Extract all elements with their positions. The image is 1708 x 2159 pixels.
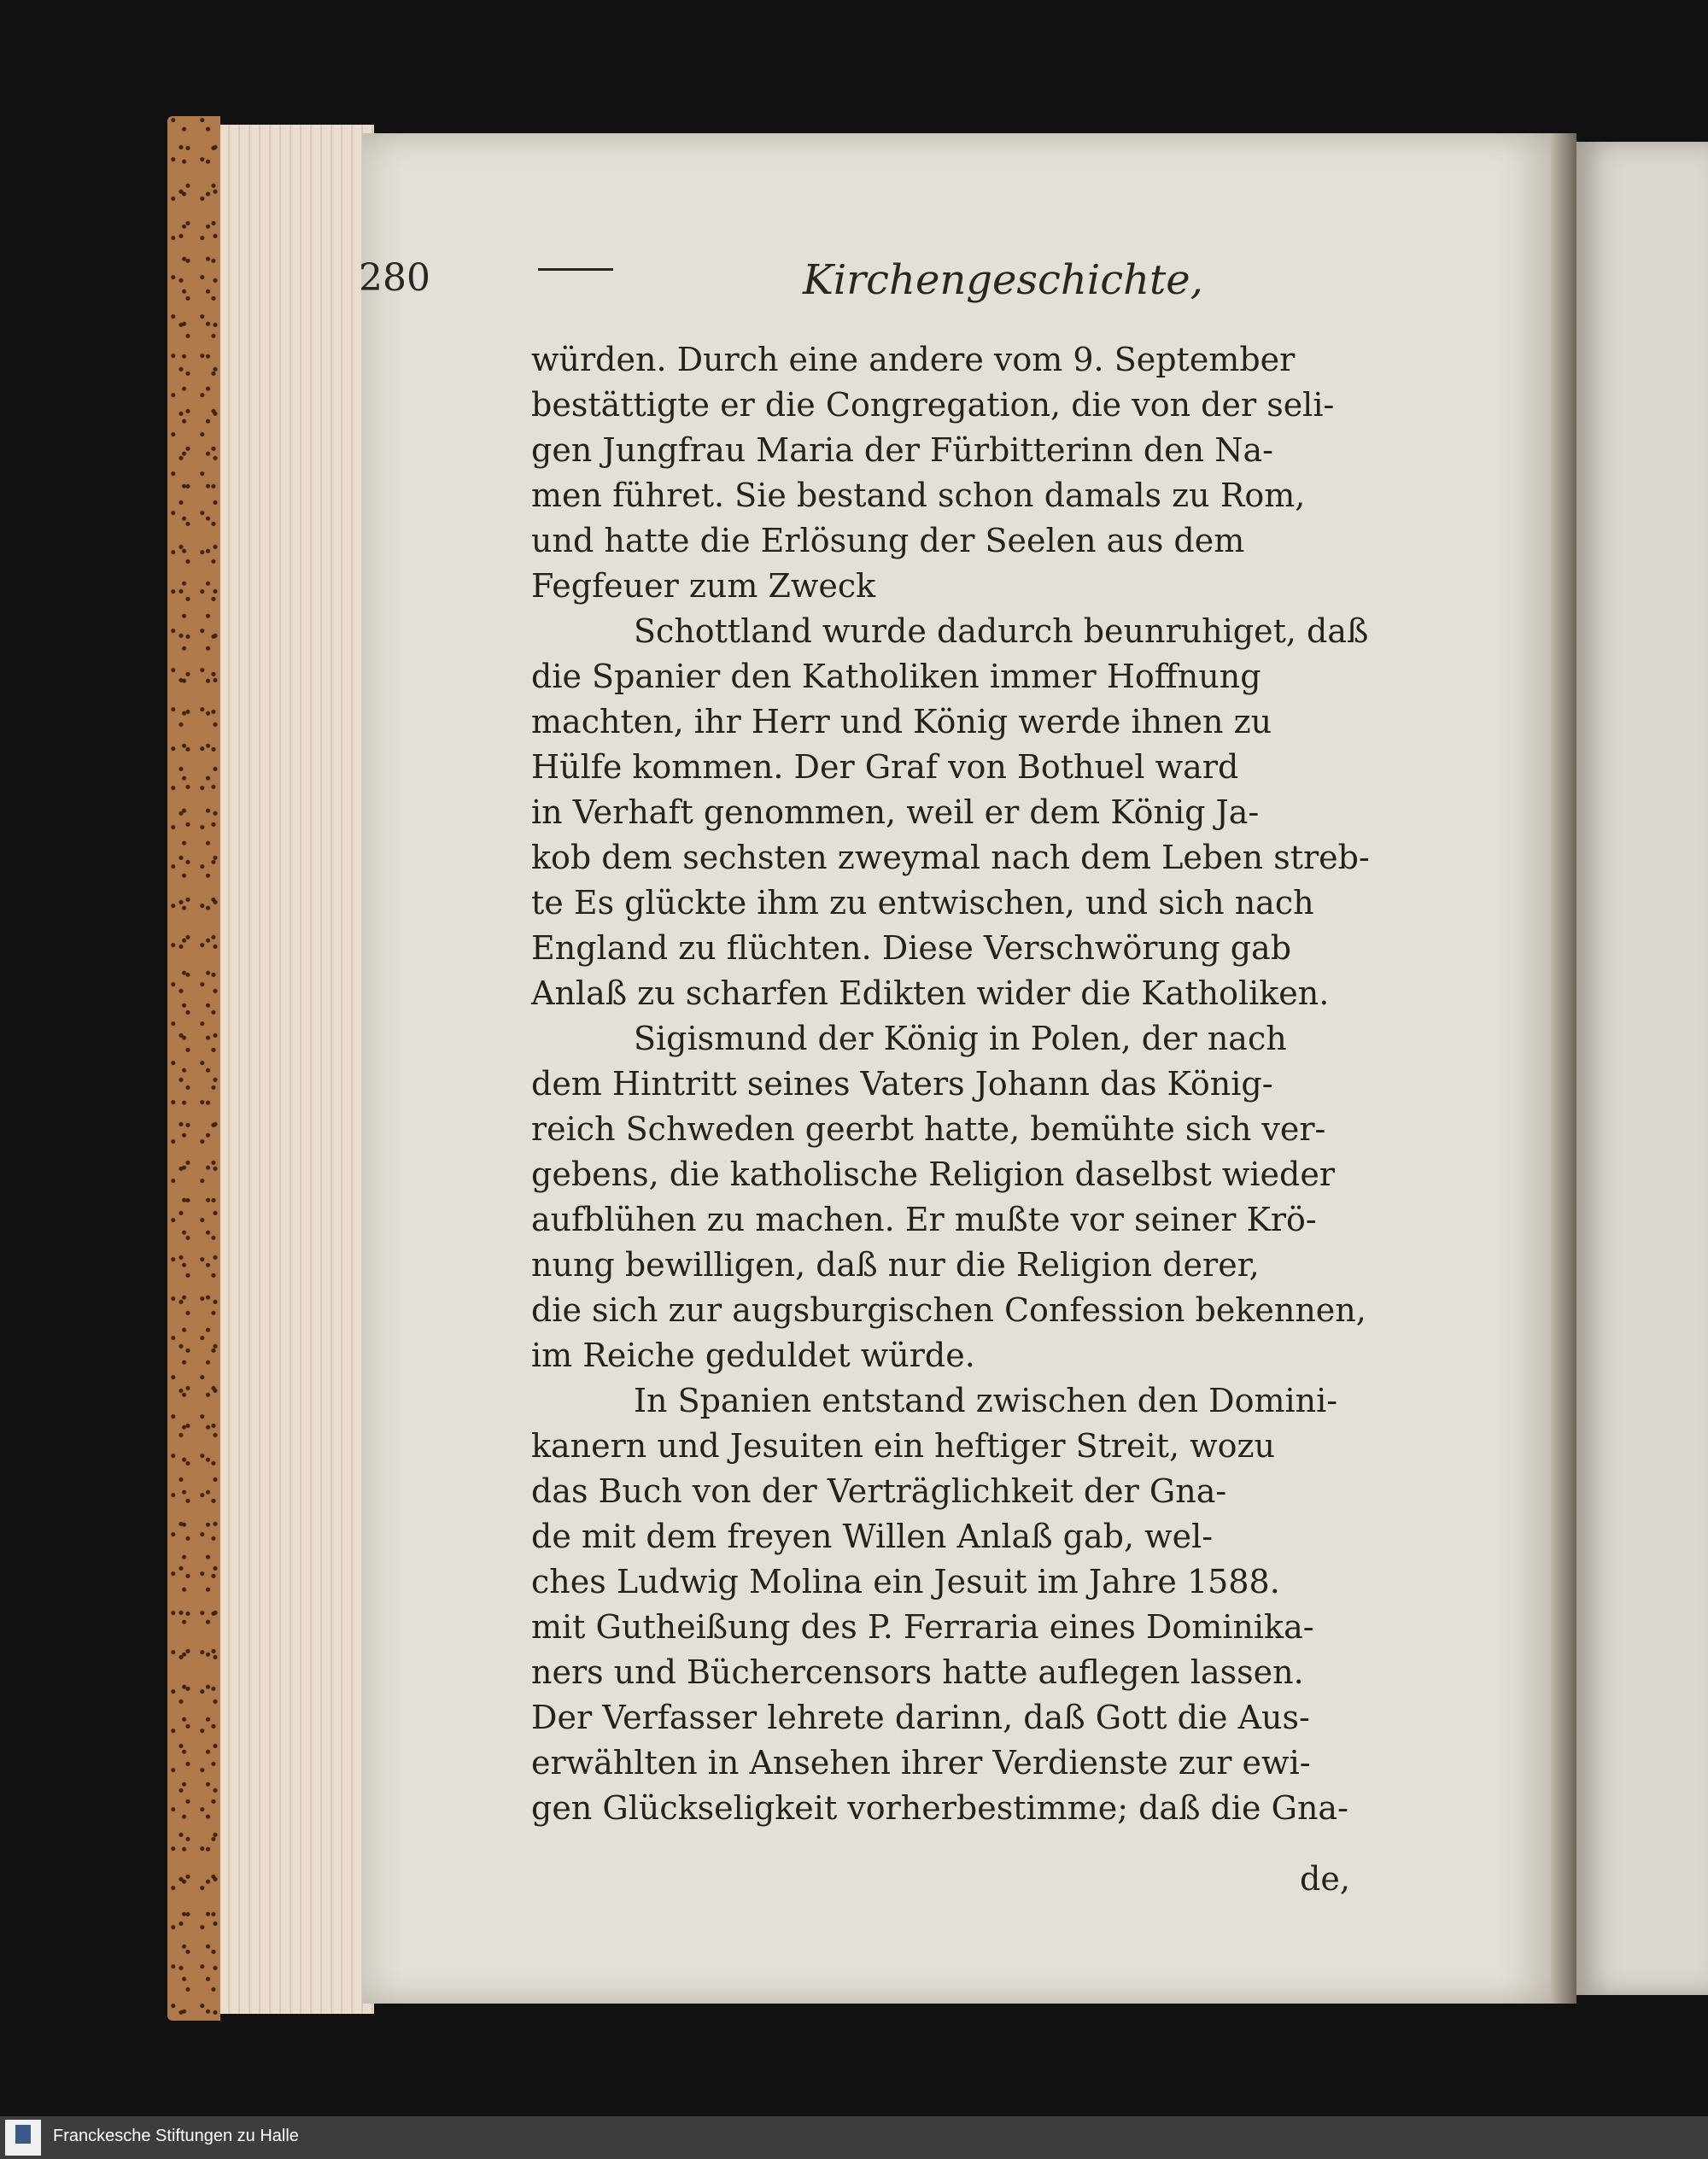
paragraph <box>531 1378 1419 1831</box>
text-line: das Buch von der Verträglichkeit der Gna- <box>531 1472 1227 1510</box>
text-line: Der Verfasser lehrete darinn, daß Gott die Aus- <box>531 1699 1310 1736</box>
text-line: gen Glückseligkeit vorherbestimme; daß die Gna- <box>531 1789 1348 1827</box>
text-line: in Verhaft genommen, weil er dem König Ja- <box>531 793 1260 831</box>
text-line: würden. Durch eine andere vom 9. September <box>531 341 1296 378</box>
page-header <box>359 256 1298 307</box>
text-line: die Spanier den Katholiken immer Hoffnung <box>531 658 1261 695</box>
text-line: Sigismund der König in Polen, der nach <box>634 1020 1287 1057</box>
text-line: England zu flüchten. Diese Verschwörung gab <box>531 929 1292 967</box>
body-text <box>531 337 1419 1831</box>
text-line: Fegfeuer zum Zweck <box>531 567 876 605</box>
paragraph <box>531 609 1419 1016</box>
text-line: kob dem sechsten zweymal nach dem Leben streb- <box>531 839 1370 876</box>
text-line: und hatte die Erlösung der Seelen aus dem <box>531 522 1245 559</box>
text-line: Anlaß zu scharfen Edikten wider die Katholiken. <box>531 974 1330 1012</box>
catchword: de, <box>1300 1860 1350 1898</box>
text-line: men führet. Sie bestand schon damals zu Rom, <box>531 477 1306 514</box>
footer-bar <box>0 2116 1708 2159</box>
text-line: ches Ludwig Molina ein Jesuit im Jahre 1588. <box>531 1563 1280 1600</box>
paragraph <box>531 1016 1419 1378</box>
text-line: dem Hintritt seines Vaters Johann das König- <box>531 1065 1273 1103</box>
text-line: kanern und Jesuiten ein heftiger Streit, wozu <box>531 1427 1276 1465</box>
text-line: nung bewilligen, daß nur die Religion derer, <box>531 1246 1260 1284</box>
footer-credit: Franckesche Stiftungen zu Halle <box>53 2127 299 2145</box>
text-line: die sich zur augsburgischen Confession bekennen, <box>531 1291 1366 1329</box>
text-line: ners und Büchercensors hatte auflegen lassen. <box>531 1653 1304 1691</box>
paragraph <box>531 337 1419 609</box>
right-page-edge <box>1576 142 1708 1995</box>
text-line: mit Gutheißung des P. Ferraria eines Dominika- <box>531 1608 1314 1646</box>
text-line: reich Schweden geerbt hatte, bemühte sich ver- <box>531 1110 1326 1148</box>
page-number: 280 <box>359 256 430 300</box>
book-gutter <box>1551 133 1576 2004</box>
text-line: de mit dem freyen Willen Anlaß gab, wel- <box>531 1518 1214 1555</box>
text-line: Schottland wurde dadurch beunruhiget, daß <box>634 612 1369 650</box>
header-rule <box>538 268 613 271</box>
text-line: Hülfe kommen. Der Graf von Bothuel ward <box>531 748 1239 786</box>
text-line: gen Jungfrau Maria der Fürbitterinn den Na- <box>531 431 1273 469</box>
text-line: te Es glückte ihm zu entwischen, und sich nach <box>531 884 1314 922</box>
text-line: gebens, die katholische Religion daselbst wieder <box>531 1156 1336 1193</box>
text-line: im Reiche geduldet würde. <box>531 1337 975 1374</box>
book-cover-edge <box>167 116 220 2021</box>
text-line: In Spanien entstand zwischen den Domini- <box>634 1382 1338 1419</box>
text-line: machten, ihr Herr und König werde ihnen zu <box>531 703 1272 740</box>
text-line: aufblühen zu machen. Er mußte vor seiner Krö- <box>531 1201 1317 1238</box>
running-title: Kirchengeschichte, <box>803 256 1203 304</box>
text-line: erwählten in Ansehen ihrer Verdienste zur ewi- <box>531 1744 1311 1782</box>
page-stack-edge <box>220 125 374 2014</box>
institution-logo-icon <box>5 2120 41 2156</box>
text-line: bestättigte er die Congregation, die von der seli- <box>531 386 1335 424</box>
